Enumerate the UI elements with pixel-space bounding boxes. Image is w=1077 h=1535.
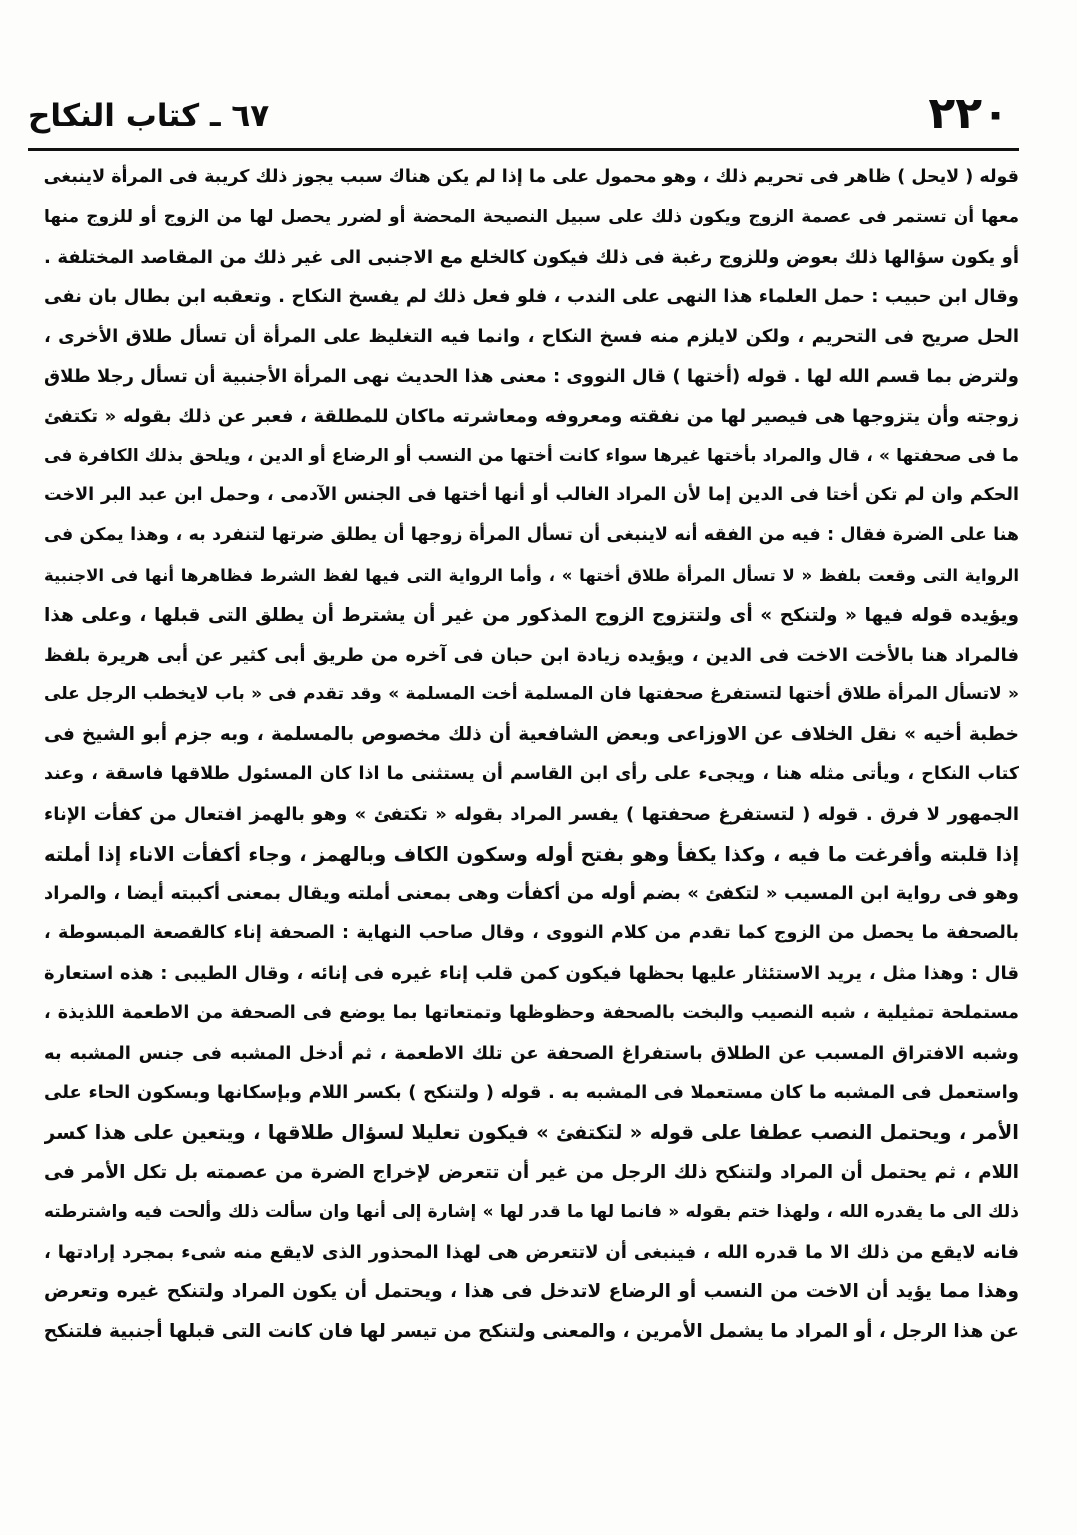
text-line: فالمراد هنا بالأخت الاخت فى الدين ، ويؤيده زيادة ابن حبان فى آخره من طريق أبى كثير عن أبى هريرة بلفظ (44, 644, 1019, 666)
text-line: الجمهور لا فرق . قوله ( لتستفرغ صحفتها ) يفسر المراد بقوله « تكتفئ » وهو بالهمز افتعال من كفأت الإناء (44, 803, 1019, 825)
text-line: ذلك الى ما يقدره الله ، ولهذا ختم بقوله « فانما لها ما قدر لها » إشارة إلى أنها وان سألت ذلك وألحت فيه واشترطته (44, 1201, 1019, 1222)
text-line: « لاتسأل المرأة طلاق أختها لتستفرغ صحفتها فان المسلمة أخت المسلمة » وقد تقدم فى « باب لايخطب الرجل على (44, 684, 1019, 705)
text-line: الحل صريح فى التحريم ، ولكن لايلزم منه فسخ النكاح ، وانما فيه التغليظ على المرأة أن تسأل طلاق الأخرى ، (44, 326, 1019, 348)
text-line: عن هذا الرجل ، أو المراد ما يشمل الأمرين ، والمعنى ولتنكح من تيسر لها فان كانت التى قبلها أجنبية فلتنكح (44, 1321, 1019, 1343)
text-line: الحكم وان لم تكن أختا فى الدين إما لأن المراد الغالب أو أنها أختها فى الجنس الآدمى ، وحمل ابن عبد البر الاخت (44, 485, 1019, 506)
text-line: قوله ( لايحل ) ظاهر فى تحريم ذلك ، وهو محمول على ما إذا لم يكن هناك سبب يجوز ذلك كريبة فى المرأة لاينبغى (44, 167, 1019, 187)
text-line: الرواية التى وقعت بلفظ « لا تسأل المرأة طلاق أختها » ، وأما الرواية التى فيها لفظ الشرط فظاهرها أنها فى الاجنبية (44, 565, 1019, 585)
text-line: وقال ابن حبيب : حمل العلماء هذا النهى على الندب ، فلو فعل ذلك لم يفسخ النكاح . وتعقبه ابن بطال بان نفى (44, 286, 1019, 308)
text-line: هنا على الضرة فقال : فيه من الفقه أنه لاينبغى أن تسأل المرأة زوجها أن يطلق ضرتها لتنفرد به ، وهذا يمكن فى (44, 525, 1019, 546)
text-line: ما فى صحفتها » ، قال والمراد بأختها غيرها سواء كانت أختها من النسب أو الرضاع أو الدين ، ويلحق بذلك الكافرة فى (44, 445, 1019, 466)
running-title: ٦٧ ـ كتاب النكاح (28, 98, 270, 134)
text-line: إذا قلبته وأفرغت ما فيه ، وكذا يكفأ وهو بفتح أوله وسكون الكاف وبالهمز ، وجاء أكفأت الاناء إذا أملته (44, 842, 1019, 866)
text-line: بالصحفة ما يحصل من الزوج كما تقدم من كلام النووى ، وقال صاحب النهاية : الصحفة إناء كالقصعة المبسوطة ، (44, 923, 1019, 944)
text-line: زوجته وأن يتزوجها هى فيصير لها من نفقته ومعروفه ومعاشرته ماكان للمطلقة ، فعبر عن ذلك بقوله « تكتفئ (44, 405, 1019, 427)
text-line: فانه لايقع من ذلك الا ما قدره الله ، فينبغى أن لاتتعرض هى لهذا المحذور الذى لايقع منه شىء بمجرد إرادتها ، (44, 1241, 1019, 1263)
text-line: خطبة أخيه » نقل الخلاف عن الاوزاعى وبعض الشافعية أن ذلك مخصوص بالمسلمة ، وبه جزم أبو الشيخ فى (44, 724, 1019, 746)
text-line: ولترض بما قسم الله لها . قوله (أختها ) قال النووى : معنى هذا الحديث نهى المرأة الأجنبية أن تسأل رجلا طلاق (44, 365, 1019, 387)
text-line: وهذا مما يؤيد أن الاخت من النسب أو الرضاع لاتدخل فى هذا ، ويحتمل أن يكون المراد ولتنكح غيره وتعرض (44, 1281, 1019, 1303)
text-line: اللام ، ثم يحتمل أن المراد ولتنكح ذلك الرجل من غير أن تتعرض لإخراج الضرة من عصمته بل تكل الأمر فى (44, 1161, 1019, 1183)
text-line: أو يكون سؤالها ذلك بعوض وللزوج رغبة فى ذلك فيكون كالخلع مع الاجنبى الى غير ذلك من المقاصد المختلفة . (44, 246, 1019, 268)
header-divider (28, 148, 1019, 151)
text-line: كتاب النكاح ، ويأتى مثله هنا ، ويجىء على رأى ابن القاسم أن يستثنى ما اذا كان المسئول طلاقها فاسقة ، وعند (44, 763, 1019, 784)
text-line: الأمر ، ويحتمل النصب عطفا على قوله « لتكتفئ » فيكون تعليلا لسؤال طلاقها ، ويتعين على هذا كسر (44, 1121, 1019, 1145)
text-line: قال : وهذا مثل ، يريد الاستئثار عليها بحظها فيكون كمن قلب إناء غيره فى إنائه ، وقال الطيبى : هذه استعارة (44, 962, 1019, 984)
page-header (28, 88, 1009, 146)
text-line: ويؤيده قوله فيها « ولتنكح » أى ولتتزوج الزوج المذكور من غير أن يشترط أن يطلق التى قبلها ، وعلى هذا (44, 604, 1019, 626)
text-line: وشبه الافتراق المسبب عن الطلاق باستفراغ الصحفة عن تلك الاطعمة ، ثم أدخل المشبه فى جنس المشبه به (44, 1042, 1019, 1064)
text-line: مستملحة تمثيلية ، شبه النصيب والبخت بالصحفة وحظوظها وتمتعاتها بما يوضع فى الصحفة من الاطعمة اللذيذة ، (44, 1002, 1019, 1023)
text-line: معها أن تستمر فى عصمة الزوج ويكون ذلك على سبيل النصيحة المحضة أو لضرر يحصل لها من الزوج أو للزوج منها (44, 206, 1019, 227)
page-number: ٢٢٠ (928, 88, 1009, 139)
text-line: وهو فى رواية ابن المسيب « لتكفئ » بضم أوله من أكفأت وهى بمعنى أملته ويقال بمعنى أكببته أيضا ، والمراد (44, 883, 1019, 905)
body-text (44, 158, 1019, 1518)
text-line: واستعمل فى المشبه ما كان مستعملا فى المشبه به . قوله ( ولتنكح ) بكسر اللام وبإسكانها وبسكون الحاء على (44, 1082, 1019, 1104)
